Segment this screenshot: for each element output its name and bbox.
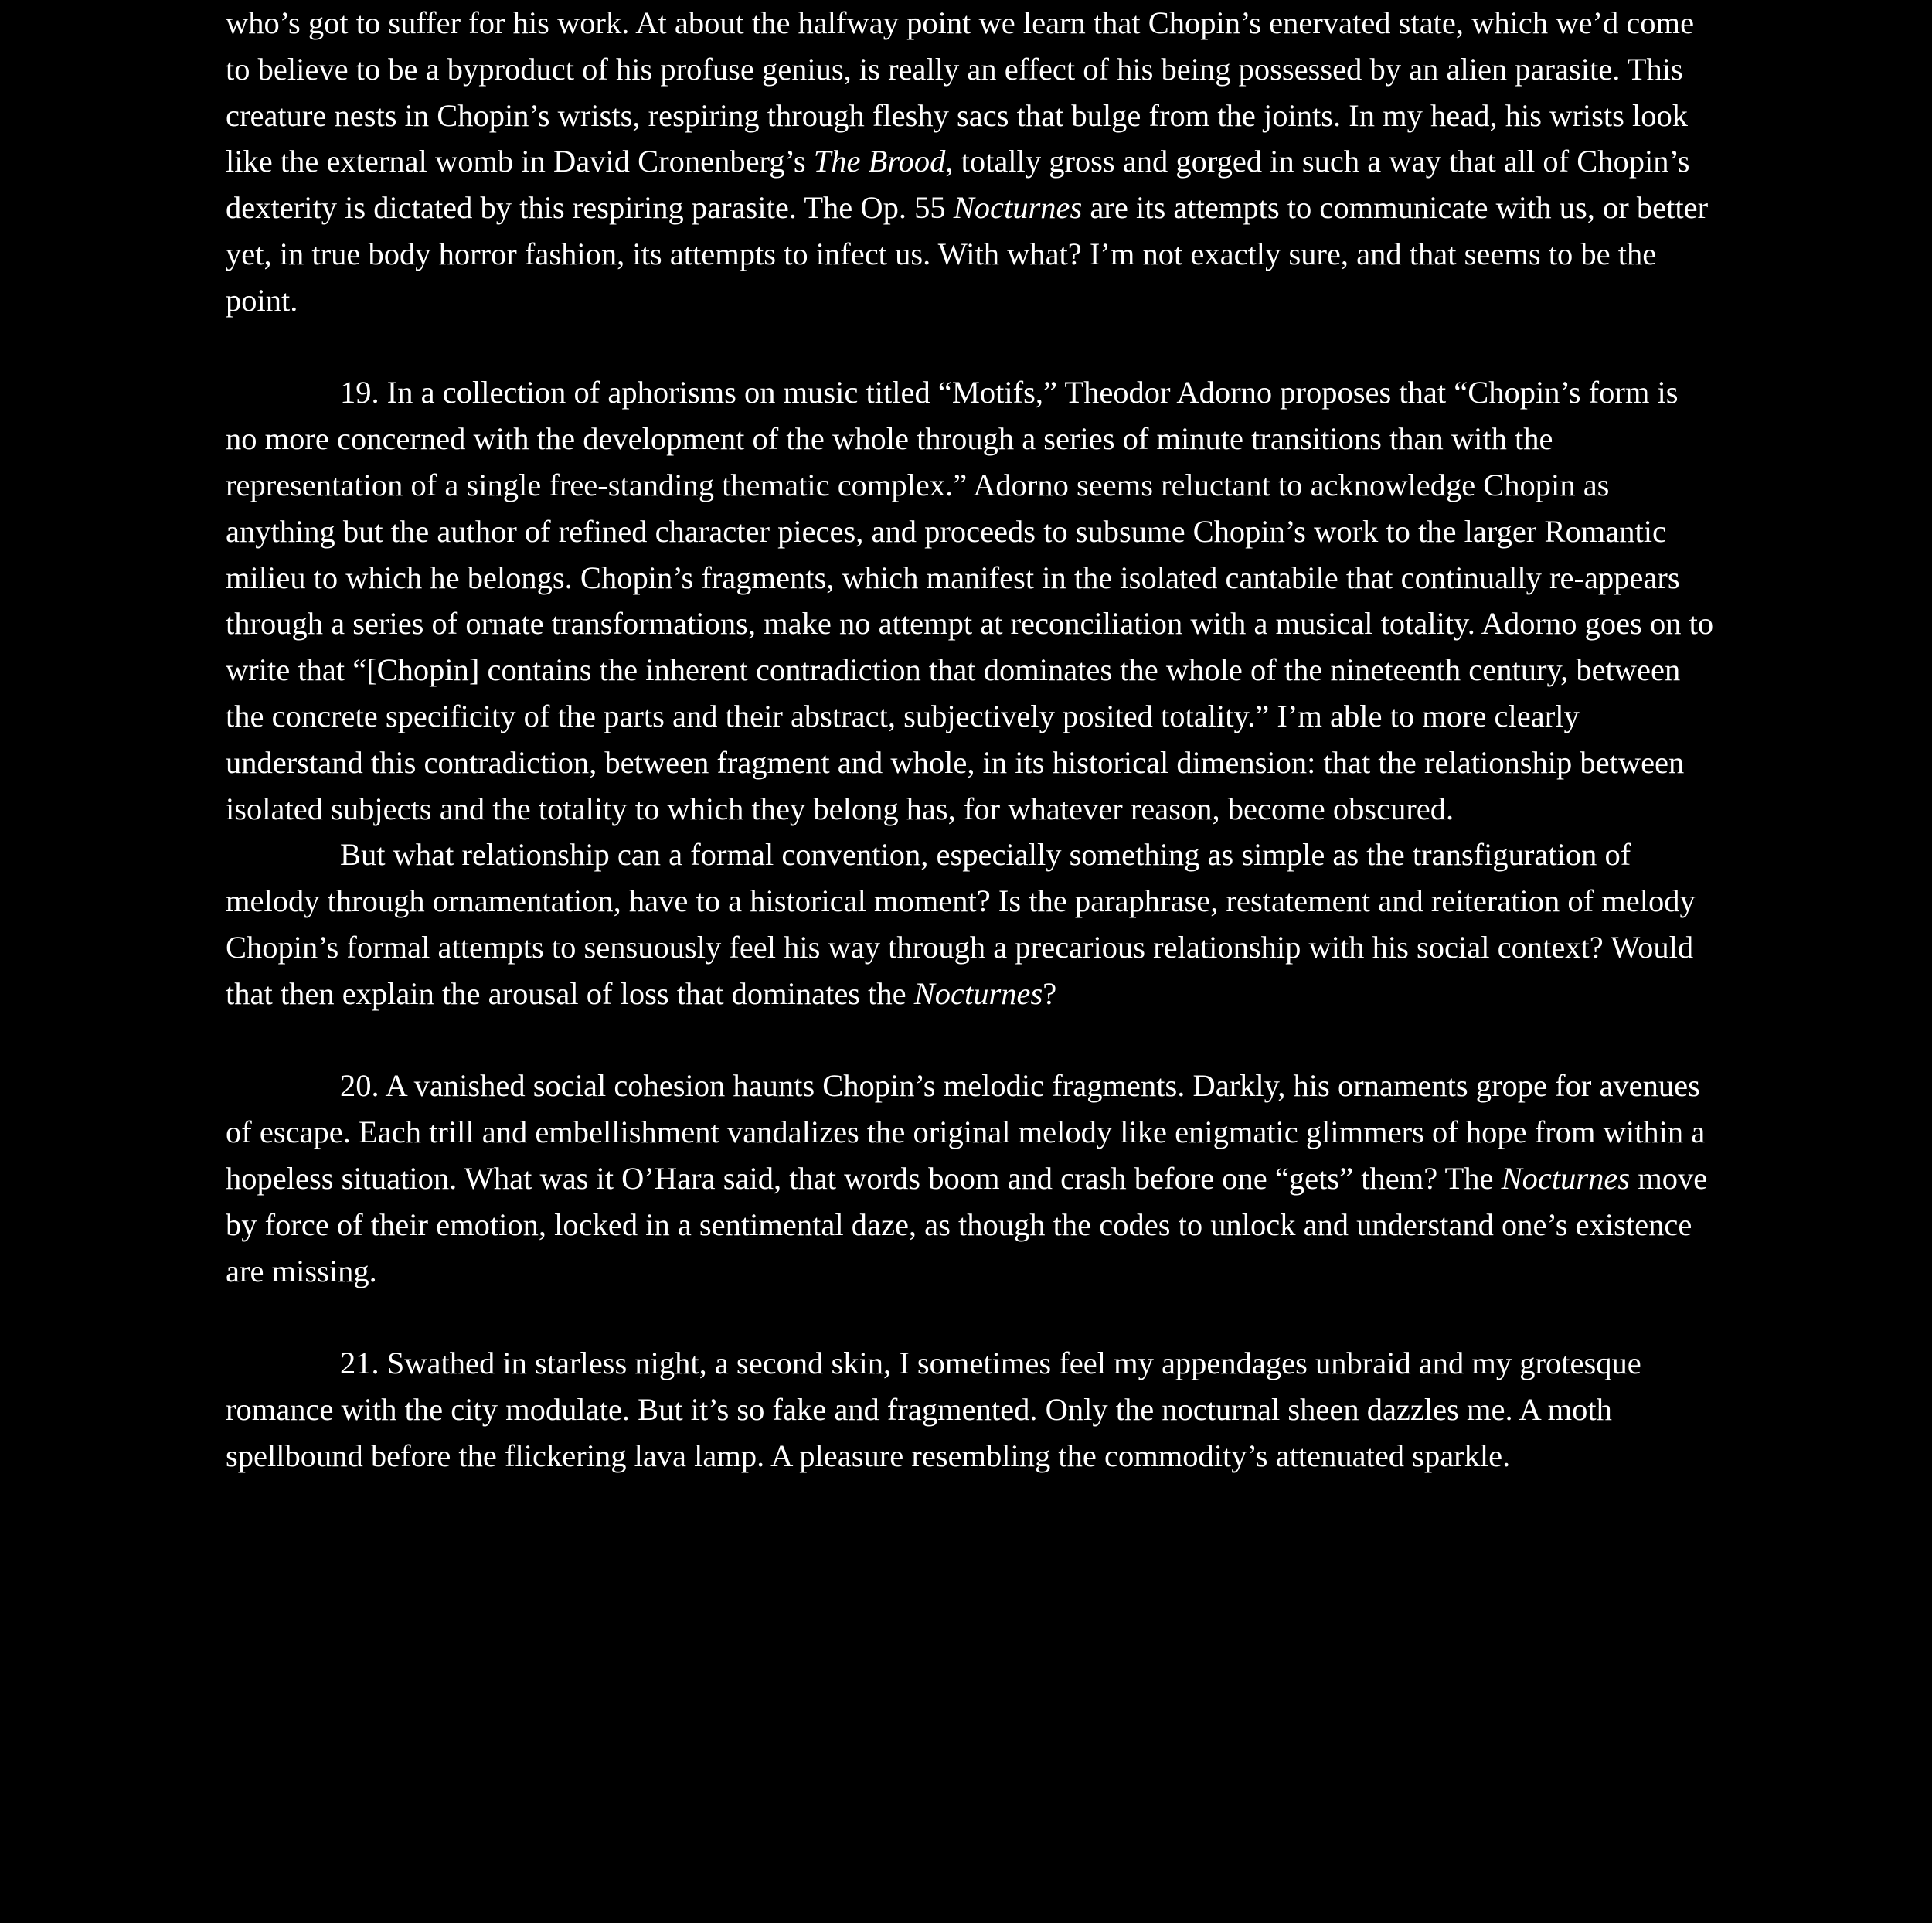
italic-title: Nocturnes: [1501, 1160, 1631, 1196]
italic-title: Nocturnes: [913, 975, 1043, 1011]
text-run: ?: [1043, 975, 1057, 1011]
document-body: [226, 0, 1717, 1479]
italic-title: The Brood: [813, 144, 946, 179]
paragraph-p19-b: [226, 832, 1717, 1016]
paragraph-p20: [226, 1063, 1717, 1294]
text-run: 21. Swathed in starless night, a second skin, I sometimes feel my appendages unbraid and my grotesque romance with the city modulate. But it’s so fake and fragmented. Only the nocturnal sheen dazzles me. A moth spellbound before the flickering lava lamp. A pleasure resembling the commodity’s attenuated sparkle.: [226, 1346, 1641, 1473]
paragraph-p19: [226, 369, 1717, 832]
text-run: move by force of their emotion, locked in a sentimental daze, as though the codes to unlock and understand one’s existence are missing.: [226, 1160, 1708, 1288]
paragraph-gap: [226, 1017, 1717, 1064]
text-run: But what relationship can a formal convention, especially something as simple as the transfiguration of melody through ornamentation, have to a historical moment? Is the paraphrase, restatement and reiteration of melody Chopin’s formal attempts to sensuously feel his way through a precarious relationship with his social context? Would that then explain the arousal of loss that dominates the: [226, 837, 1696, 1011]
text-run: who’s got to suffer for his work. At about the halfway point we learn that Chopin’s enervated state, which we’d come to believe to be a byproduct of his profuse genius, is really an effect of his being possessed by an alien parasite. This creature nests in Chopin’s wrists, respiring through fleshy sacs that bulge from the joints. In my head, his wrists look like the external womb in David Cronenberg’s: [226, 5, 1695, 179]
paragraph-gap: [226, 1294, 1717, 1340]
paragraph-p18-continued: [226, 0, 1717, 324]
paragraph-p21: [226, 1340, 1717, 1479]
text-run: , totally gross and gorged in such a way that all of Chopin’s dexterity is dictated by this respiring parasite. The Op. 55: [226, 144, 1690, 226]
paragraph-gap: [226, 324, 1717, 370]
text-run: are its attempts to communicate with us, or better yet, in true body horror fashion, its attempts to infect us. With what? I’m not exactly sure, and that seems to be the point.: [226, 190, 1709, 318]
italic-title: Nocturnes: [953, 190, 1083, 226]
text-run: 20. A vanished social cohesion haunts Chopin’s melodic fragments. Darkly, his ornaments grope for avenues of escape. Each trill and embellishment vandalizes the original melody like enigmatic glimmers of hope from within a hopeless situation. What was it O’Hara said, that words boom and crash before one “gets” them? The: [226, 1068, 1706, 1196]
text-run: 19. In a collection of aphorisms on music titled “Motifs,” Theodor Adorno proposes that “Chopin’s form is no more concerned with the development of the whole through a series of minute transitions than with the representation of a single free-standing thematic complex.” Adorno seems reluctant to acknowledge Chopin as anything but the author of refined character pieces, and proceeds to subsume Chopin’s work to the larger Romantic milieu to which he belongs. Chopin’s fragments, which manifest in the isolated cantabile that continually re-appears through a series of ornate transformations, make no attempt at reconciliation with a musical totality. Adorno goes on to write that “[Chopin] contains the inherent contradiction that dominates the whole of the nineteenth century, between the concrete specificity of the parts and their abstract, subjectively posited totality.” I’m able to more clearly understand this contradiction, between fragment and whole, in its historical dimension: that the relationship between isolated subjects and the totality to which they belong has, for whatever reason, become obscured.: [226, 375, 1714, 826]
